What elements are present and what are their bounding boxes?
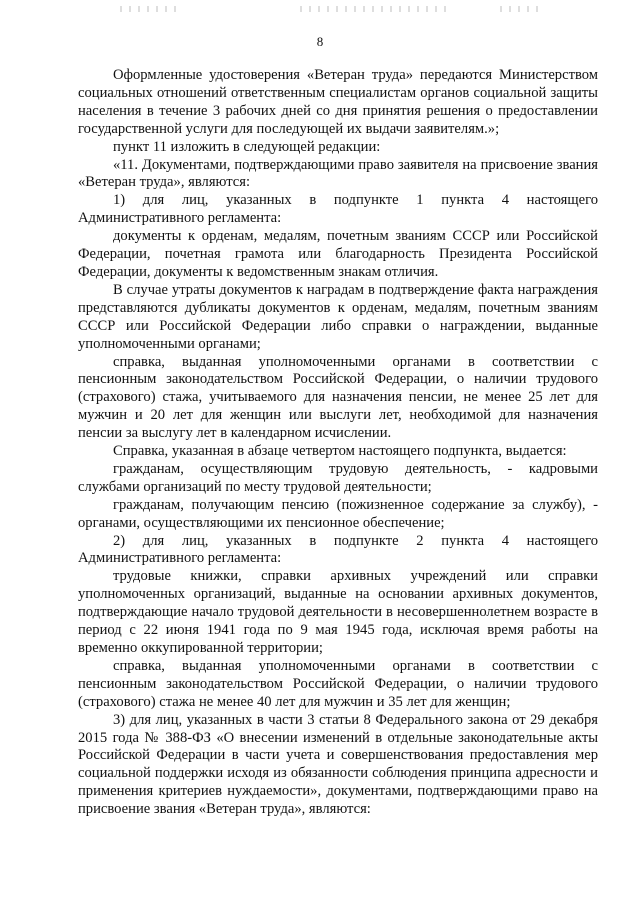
paragraph: гражданам, осуществляющим трудовую деятельность, - кадровыми службами организаций по месту трудовой деятельности; (78, 460, 598, 495)
paragraph: справка, выданная уполномоченными органами в соответствии с пенсионным законодательством Российской Федерации, о наличии трудового (страхового) стажа не менее 40 лет для мужчин и 35 лет для женщин; (78, 657, 598, 710)
paragraph: 2) для лиц, указанных в подпункте 2 пункта 4 настоящего Административного регламента: (78, 532, 598, 567)
paragraph: справка, выданная уполномоченными органами в соответствии с пенсионным законодательством Российской Федерации, о наличии трудового (страхового) стажа, учитываемого для назначения пенсии, не менее 25 лет для мужчин и 20 лет для женщин или выслуги лет, необходимой для назначения пенсии за выслугу лет в календарном исчислении. (78, 353, 598, 442)
paragraph: 1) для лиц, указанных в подпункте 1 пункта 4 настоящего Административного регламента: (78, 192, 598, 227)
paragraph: 3) для лиц, указанных в части 3 статьи 8 Федерального закона от 29 декабря 2015 года № 388-ФЗ «О внесении изменений в отдельные законодательные акты Российской Федерации в части учета и совершенствования предоставления мер социальной поддержки исходя из обязанности соблюдения принципа адресности и применения критериев нуждаемости», документами, подтверждающими право на присвоение звания «Ветеран труда», являются: (78, 711, 598, 818)
paragraph: документы к орденам, медалям, почетным званиям СССР или Российской Федерации, почетная грамота или благодарность Президента Российской Федерации, документы к ведомственным знакам отличия. (78, 228, 598, 280)
paragraph: пункт 11 изложить в следующей редакции: (113, 138, 381, 155)
paragraph: гражданам, получающим пенсию (пожизненное содержание за службу), - органами, осуществляющими их пенсионное обеспечение; (78, 496, 598, 531)
paragraph: Оформленные удостоверения «Ветеран труда» передаются Министерством социальных отношений ответственным специалистам органов социальной защиты населения в течение 3 рабочих дней со дня принятия решения о предоставлении государственной услуги для последующей их выдачи заявителям.»; (78, 67, 598, 137)
scan-artifact (300, 6, 450, 12)
document-body (78, 67, 598, 819)
scan-artifact (120, 6, 180, 12)
paragraph: В случае утраты документов к наградам в подтверждение факта награждения представляются дубликаты документов к орденам, медалям, почетным званиям СССР или Российской Федерации либо справки о награждении, выданные уполномоченными органами; (78, 281, 598, 352)
paragraph: Справка, указанная в абзаце четвертом настоящего подпункта, выдается: (113, 443, 567, 460)
page-number: 8 (316, 34, 324, 49)
paragraph: трудовые книжки, справки архивных учреждений или справки уполномоченных организаций, выданные на основании архивных документов, подтверждающие начало трудовой деятельности в несовершеннолетнем возрасте в период с 22 июня 1941 года по 9 мая 1945 года, исключая время работы на временно оккупированной территории; (78, 568, 598, 656)
scan-artifact (500, 6, 540, 12)
paragraph: «11. Документами, подтверждающими право заявителя на присвоение звания «Ветеран труда», являются: (78, 156, 598, 191)
